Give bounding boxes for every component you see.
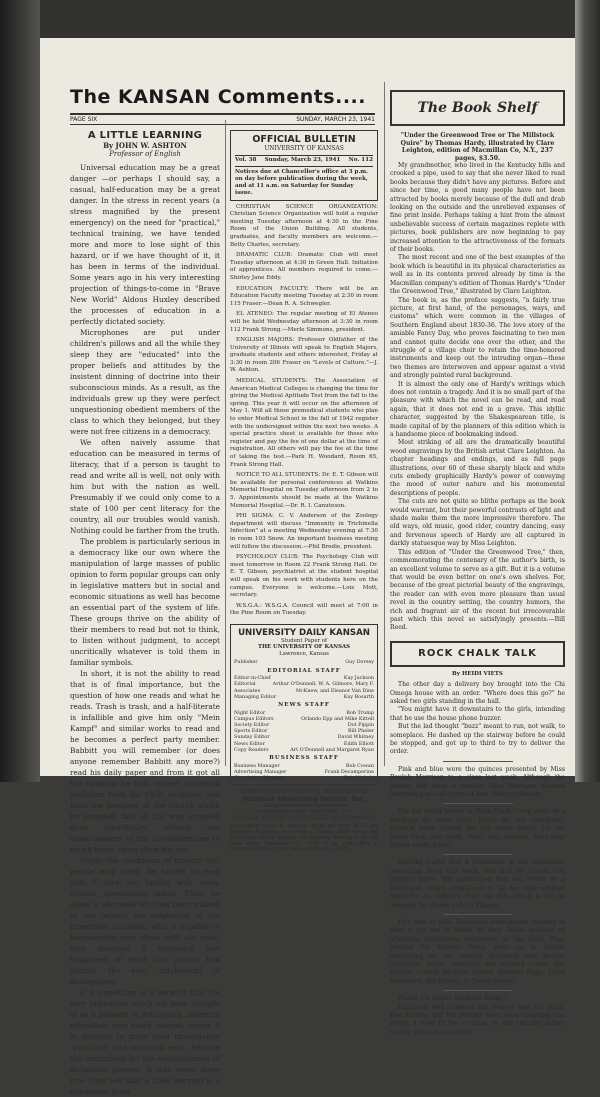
staff-person: Bob Nichols — [344, 775, 374, 781]
staff-role: Night Editor — [234, 709, 266, 716]
staff-role: Copy Readers — [234, 746, 269, 753]
bulletin-notice: W.S.G.A.: W.S.G.A. Council will meet at 7:00 in the Pine Room on Tuesday. — [230, 602, 378, 617]
staff-person: Edith Elliott — [343, 740, 374, 747]
item-separator — [443, 914, 513, 915]
column-item: But the lad thought "buzz" meant to run, not walk, to someplace. He dashed up the stairway before he could be stopped, and got up to third to try to deliver the order. — [390, 723, 565, 756]
staff-row — [234, 681, 374, 693]
staff-role: Circulation Manager — [234, 775, 286, 781]
staff-role: Editor-in-Chief — [234, 675, 271, 682]
advertising-notice — [230, 789, 378, 821]
column-item: Dorothy Curtis was a contestant in the intramural swimming meet this week, and had to choose two optional dives. She announced that she would do a barrel-roll, which turned out to be her own original name for an ordinary front flip roll—which is not so ordinary for prairie girls in Kansas. — [390, 859, 565, 909]
staff-person: Bill Pheler — [348, 728, 374, 735]
column-item: The hot water heater at Rock Chalk Co-op went on a rampage the other night. Ready for any emergency, Everton Doon opened the hot water faucet, let the steam blow, and cried, "Woo, woo, wooooo, have your tickets ready, folks!" — [390, 808, 565, 850]
review-paragraph: It is almost the only one of Hardy's writings which does not contain a tragedy. And it is no small part of the pleasure with which the novel can be read, and read again, that it does not end in a grave. This idyllic character, suggested by the Shakespearean title, is made capital of by the planners of this edition which is a handsome piece of bookmaking indeed. — [390, 380, 565, 438]
staff-box-place: Lawrence, Kansas — [279, 650, 329, 657]
staff-person: David Whitney — [337, 734, 374, 741]
staff-role: Sports Editor — [234, 728, 268, 735]
bulletin-notice: NOTICE TO ALL STUDENTS: Dr. E. T. Gibson will be available for personal conferences at Watkins Memorial Hospital on Tuesday afternoon from 2 to 5. Appointments should be made at the Watkins Memorial Hospital.—Dr. R. I. Canuteson. — [230, 472, 378, 509]
staff-box-title: UNIVERSITY DAILY KANSAN — [238, 627, 370, 638]
item-separator — [443, 990, 513, 991]
article-title: A LITTLE LEARNING — [87, 130, 203, 141]
bulletin-notice: CHRISTIAN SCIENCE ORGANIZATION: Christian Science Organization will hold a regular meeting Tuesday afternoon at 4:30 in the Pine Room of the Union Building. All students, graduates, and faculty members are welcome.—Betty Charles, secretary. — [230, 203, 378, 248]
bulletin-notice: DRAMATIC CLUB: Dramatic Club will meet Tuesday afternoon at 4:30 in Green Hall. Initiation of apprentices. All members required to come.—Shirley Jane Eddy. — [230, 252, 378, 281]
bulletin-column — [230, 130, 378, 853]
article-paragraph: In short, it is not the ability to read that is of final importance, but the question of how one reads and what he reads. Trash is trash, and a half-literate is infallible and give him only "Mein Kampf" and similar works to read and he becomes a perfect party member. Babbitt you will remember (or does anyone remember Babbitt any more?) read his daily paper and from it got all the opinions he had, except incidental additions from his Ph.D. neighbor and from the preacher at the church which he attended. And all this was accepted quite uncritically, without any consciousness of the inconsistencies to which these views often led him. — [70, 669, 220, 854]
bulletin-date: Sunday, March 23, 1941 — [264, 157, 341, 163]
review-paragraph: The book is, as the preface suggests, "a fairly true picture, at first hand, of the personages, ways, and customs" which were common in the villages of Southern England about 1830-36. The love story of the amiable Fancy Day, who proves fascinating to two men and cannot quite decide one over the other, and the struggle of a village choir to retain the time-honored instruments and keep out the intruding organ—these two themes are interwoven and appear against a vivid and strongly painted rural background. — [390, 296, 565, 380]
column-item: Pink and blue were the quinces presented by Miss Beulah Morrison to a class last week. Although the printer had made a mistake, Miss Morrison decided everything was all right—it was child psychology. — [390, 765, 565, 799]
column-item: Equipped with brushes and orange and red paint, Ken Nicolay and Bill Perkins were seen anointing one model A Ford fit for a circus. It was the day before spring, which may explain. — [390, 1003, 565, 1036]
staff-role: Campus Editors — [234, 715, 274, 722]
column-rule-2 — [384, 82, 385, 766]
bulletin-notice: EL ATENEO: The regular meeting of El Ateneo will be held Wednesday afternoon at 3:30 in room 112 Frank Strong.—Merle Simmons, president. — [230, 311, 378, 333]
staff-section-heading: NEWS STAFF — [278, 701, 330, 708]
bulletin-note: Notices due at Chancellor's office at 3 p.m. on day before publication during the week, and at 11 a.m. on Saturday for Sunday issue. — [235, 168, 368, 196]
page-bar — [70, 113, 375, 125]
staff-person: Frank Decamperine — [324, 768, 374, 775]
rock-chalk-header: ROCK CHALK TALK — [390, 641, 565, 667]
subscription-notice: Subscription rates, in advance, $3.50 per year, $1.75 per semester. Published at Lawrence, Kansas, daily during the school year except Monday and Saturday. Entered as second class matter September 17, 1910, at the post office at Lawrence, Kansas, under the act of March 3, 1879. — [230, 824, 378, 853]
item-separator — [443, 761, 513, 762]
column-item: Flood! (Or maybe we mean flushy.) — [398, 995, 506, 1003]
bulletin-notice: PSYCHOLOGY CLUB: The Psychology Club will meet tomorrow in Room 22 Frank Strong Hall. Dr. E. T. Gibson, psychiatrist at the student hospital will speak on his work with students here on the campus. Everyone is welcome.—Lois Mott, secretary. — [230, 554, 378, 599]
article-paragraph: Under the conditions of modern life, people may safely be taught to read only if they are taught with open, critical, questioning minds. Thus, he alone is educated who has been trained to see beyond the exigencies of the immediate occasion, who is capable of harmonizing new ideas with old ones, who develops a resiliency and toughness of mind that guards him against the easy catchwords of demagogery. — [70, 856, 220, 986]
staff-role: News Editor — [234, 740, 265, 747]
book-heading: "Under the Greenwood Tree or The Millstock Quire" by Thomas Hardy, illustrated by Clare Leighton, edition of Macmillan Co, N.Y., 237 pages, $3.50. — [400, 132, 555, 162]
bulletin-notice: MEDICAL STUDENTS: The Association of American Medical Colleges is changing the time for giving the Medical Aptitude Test from the fall to the spring. This year it will occur on the afternoon of May 1. Will all those premedical students who plan to enter Medical School in the fall of 1942 register with the undersigned within the next two weeks. A special practice sheet is available for those who register and pay the fee of one dollar at the time of registration. All others will pay the fee at the time of taking the test.—Park H. Woodard, Room 65, Frank Strong Hall. — [230, 378, 378, 468]
article-byline: By JOHN W. ASHTON — [103, 141, 187, 150]
staff-person: Kay Jackson — [343, 675, 374, 682]
staff-person: Bob Cowan — [345, 762, 374, 769]
article-paragraph: We often naively assume that education can be measured in terms of literacy, that if a person is taught to read and write all is well, not only with him but with the nation as well. Presumably if we could only come to a state of 100 per cent literacy for the country, all our troubles would vanish. Nothing could be farther from the truth. — [70, 438, 220, 535]
masthead: The KANSAN Comments.... — [70, 86, 366, 108]
review-paragraph: My grandmother, who lived in the Kentucky hills and crooked a pipe, used to say that she never liked to read books because they didn't have any pictures. Before and since her time, a good many people have not been attracted by books merely because of the dull and drab looking on the outside and the unrelieved expanses of fine print inside. Perhaps taking a hint from the almost unbelievable success of certain magazines replete with pictures, book publishers are now beginning to pay increased attention to the attractiveness of the formats of their books. — [390, 162, 565, 254]
staff-role: Society Editor — [234, 721, 270, 728]
ads-line: CHICAGO · BOSTON · LOS ANGELES · SAN FRANCISCO — [232, 815, 376, 822]
article-paragraph: Universal education may be a great danger —or perhaps I should say, a casual, half-education may be a great danger. In the stress in recent years (a stress magnified by the present emergency) on the need for "practical," technical training, we have tended more and more to lose sight of this hazard, or if we have thought of it, it has been in terms of the individual. Some years ago in his very interesting projection of things-to-come in "Brave New World" Aldous Huxley described the processes of education in a perfectly dictated society. — [70, 163, 220, 326]
bulletin-subtitle: UNIVERSITY OF KANSAS — [264, 145, 344, 152]
staff-person: Kay Bosarth — [343, 693, 374, 700]
staff-section-heading: BUSINESS STAFF — [269, 755, 339, 761]
column-item: Five men at 1041 Tennessee were moved recently to take a nip out of bottle at their house because of attractive ingredients mentioned on the label. They praised the delicate flavor, went on to sample everything on the dresser, including skin bracer, aftershave lotion, shampoo, and shaving cream. For results, consult Richard Snyder, Richard Epps, Lloyd Woodburn, Bill Penney, or Jimmy Dooper. — [390, 918, 565, 985]
book-binding — [0, 0, 40, 782]
page-number: PAGE SIX — [70, 116, 98, 123]
staff-row: Publisher Guy Dorsey — [234, 659, 374, 666]
item-separator — [443, 854, 513, 855]
article-column — [70, 130, 220, 1097]
newspaper-page — [40, 38, 575, 1096]
page-top-edge — [40, 0, 575, 38]
bulletin-number: No. 112 — [348, 157, 373, 163]
article-paragraph: It is something of a paradox that the very institution which we have thought of as a bulwark of democracy, universal education, may easily instead, unless it is directed to more than immediately "practical" and technical ends, become the instrument for the establishment of dictatorial powers. It was never more true than now that a little learning is a dangerous thing. — [70, 988, 220, 1096]
staff-person: Bob Trump — [346, 709, 374, 716]
staff-box — [230, 624, 378, 785]
adjacent-page-edge — [575, 0, 600, 782]
ads-line: REPRESENTED FOR NATIONAL ADVERTISING BY — [239, 789, 369, 796]
rock-chalk-byline: By HEIDI VIETS — [452, 670, 503, 677]
review-paragraph: This edition of "Under the Greenwood Tree," then, commemorating the centenary of the author's birth, is an excellent volume to serve as a gift. But it is a volume that would be even better on one's own shelves. For, because of the great pictorial beauty of the engravings, the reader can with even more pleasure than usual revel in the country setting, the country humors, the rich and fragrant air of the recent but irrecoverable past which this novel so satisfyingly presents.—Bill Reed. — [390, 548, 565, 632]
bulletin-notice: ENGLISH MAJORS: Professor Oldfather of the University of Illinois will speak to English Majors, graduate students and others interested, Friday at 3:30 in room 206 Fraser on "Levels of Culture."—J. W. Ashton. — [230, 337, 378, 374]
staff-row — [234, 694, 374, 700]
staff-box-subtitle: Student Paper of — [280, 637, 328, 644]
article-author-role: Professor of English — [109, 150, 181, 158]
staff-role: Editorial Associates — [234, 681, 261, 694]
article-paragraph: The problem is particularly serious in a democracy like our own where the manipulation of large masses of public opinion to form popular groups can only in legislative matters but in social and economic situations as well has become an essential part of the system of life. These groups thrive on the ability of their members to read but not to think, to listen without judgment, to accept uncritically whatever is told them in familiar symbols. — [70, 537, 220, 667]
bulletin-notice: PHI SIGMA: C. V. Anderson of the Zoology department will discuss "Immunity in Trichinella Infection" at a meeting Wednesday evening at 7:30 in room 103 Snow. An important business meeting will follow the discussion.—Phil Brodie, president. — [230, 513, 378, 550]
column-rule-1 — [225, 120, 226, 766]
staff-person: Art O'Donnell and Margaret Ryan — [290, 746, 374, 753]
item-separator — [443, 803, 513, 804]
staff-role: Business Manager — [234, 762, 280, 769]
features-column — [390, 90, 565, 1037]
column-item: The other day a delivery boy brought into the Chi Omega house with an order. "Where does this go?" he asked two girls standing in the hall. — [390, 681, 565, 705]
review-paragraph: The most recent and one of the best examples of the book which is beautiful in its physical characteristics as well as in its contents proved already by time is the Macmillan company's edition of Thomas Hardy's "Under the Greenwood Tree," illustrated by Clare Leighton. — [390, 254, 565, 296]
staff-role: Advertising Manager — [234, 768, 287, 775]
staff-section-heading: EDITORIAL STAFF — [267, 667, 341, 674]
bulletin-notice: EDUCATION FACULTY: There will be an Education Faculty meeting Tuesday at 2:30 in room 115 Fraser.—Dean R. A. Schwegler. — [230, 285, 378, 307]
book-shelf-header: The Book Shelf — [390, 90, 565, 126]
staff-person: Dot Pippin — [347, 721, 374, 728]
bulletin-volume-row — [235, 155, 373, 167]
staff-person: Arthur O'Donnell, W. A. Gilmore, Mary F. McKnew, and Eleanor Van Dine — [272, 681, 374, 694]
ads-agency-name: National Advertising Service, Inc. — [242, 795, 366, 804]
staff-role: Sunday Editor — [234, 734, 270, 741]
column-item: "You might have it downstairs to the girls, intending that he use the house phone buzzer. — [390, 706, 565, 722]
staff-row — [234, 747, 374, 753]
staff-box-subtitle-2: THE UNIVERSITY OF KANSAS — [257, 644, 351, 651]
bulletin-volume: Vol. 38 — [235, 157, 257, 163]
official-bulletin-header — [230, 130, 378, 201]
issue-date: SUNDAY, MARCH 23, 1941 — [296, 116, 375, 123]
article-paragraph: Microphones are put under children's pillows and all the while they sleep they are "educated" into the proper beliefs and attitudes by the insistent dinning of doctrine into their subconscious minds. As a result, as the individuals grew up they were perfect unquestioning obedient members of the class to which they belonged, but they were not free citizens in a democracy. — [70, 328, 220, 436]
bulletin-title: OFFICIAL BULLETIN — [252, 134, 356, 145]
staff-row — [234, 775, 374, 781]
staff-role: Managing Editor — [234, 693, 277, 700]
ads-line: 420 MADISON AVE. NEW YORK, N.Y. — [257, 809, 351, 816]
review-paragraph: The cuts are not quite so blithe perhaps as the book would warrant, but their powerful contrasts of light and shade make them the more impressive therefore. The old ways, old music, good cider, country dancing, easy and fervenous speech of Hardy are all captured in darkly statuesque way by Miss Leighton. — [390, 498, 565, 548]
staff-person: Orlando Epp and Mike Kittell — [301, 715, 374, 722]
ads-line: College Publishers Representative — [261, 803, 347, 810]
review-paragraph: Most striking of all are the dramatically beautiful wood engravings by the British artist Clare Leighton. As chapter headings and endings, and as full page illustrations, over 60 of these sharply black and white cuts embody graphically Hardy's power of conveying the mood of outer nature and his monumental descriptions of people. — [390, 439, 565, 497]
